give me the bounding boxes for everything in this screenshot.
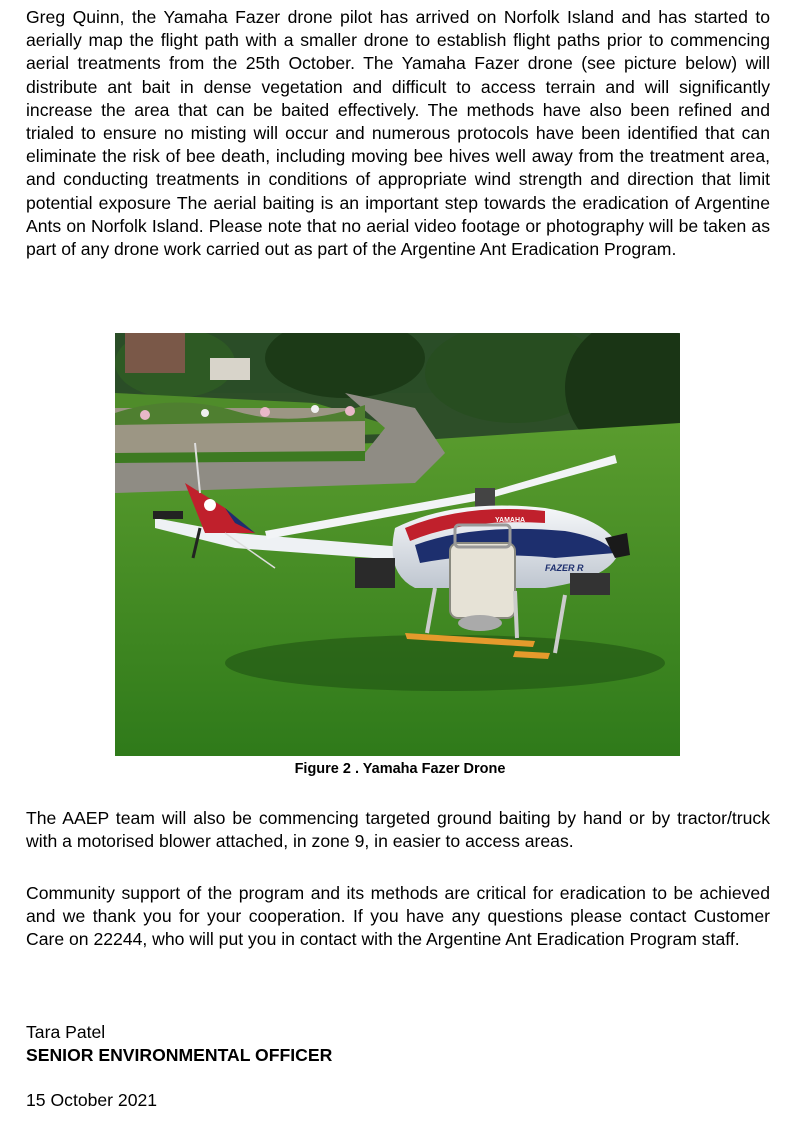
figure-caption: Figure 2 . Yamaha Fazer Drone [294, 761, 506, 777]
signatory-name: Tara Patel [26, 1022, 106, 1042]
brand-text: YAMAHA [495, 517, 526, 524]
community-paragraph: Community support of the program and its methods are critical for eradication to be achieved and we thank you for your cooperation. If you have any questions please contact Customer Care on 22244, who will put you in contact with the Argentine Ant Eradication Program staff. [26, 883, 770, 950]
drone-photo-illustration [115, 333, 680, 756]
document-date: 15 October 2021 [26, 1090, 158, 1110]
intro-paragraph: Greg Quinn, the Yamaha Fazer drone pilot has arrived on Norfolk Island and has started to aerially map the flight path with a smaller drone to establish flight paths prior to commencing aerial treatments from the 25th October. The Yamaha Fazer drone (see picture below) will distribute ant bait in dense vegetation and difficult to access terrain and will significantly increase the area that can be baited effectively. The methods have also been refined and trialed to ensure no misting will occur and numerous protocols have been identified that can eliminate the risk of bee death, including moving bee hives well away from the treatment area, and conducting treatments in conditions of appropriate wind strength and direction that limit potential exposure The aerial baiting is an important step towards the eradication of Argentine Ants on Norfolk Island. Please note that no aerial video footage or photography will be taken as part of any drone work carried out as part of the Argentine Ant Eradication Program. [26, 7, 770, 260]
ground-baiting-paragraph: The AAEP team will also be commencing targeted ground baiting by hand or by tractor/truck with a motorised blower attached, in zone 9, in easier to access areas. [26, 808, 770, 852]
model-text: FAZER R [545, 563, 584, 573]
signatory-title: SENIOR ENVIRONMENTAL OFFICER [26, 1045, 333, 1065]
drone-photo [115, 333, 680, 756]
